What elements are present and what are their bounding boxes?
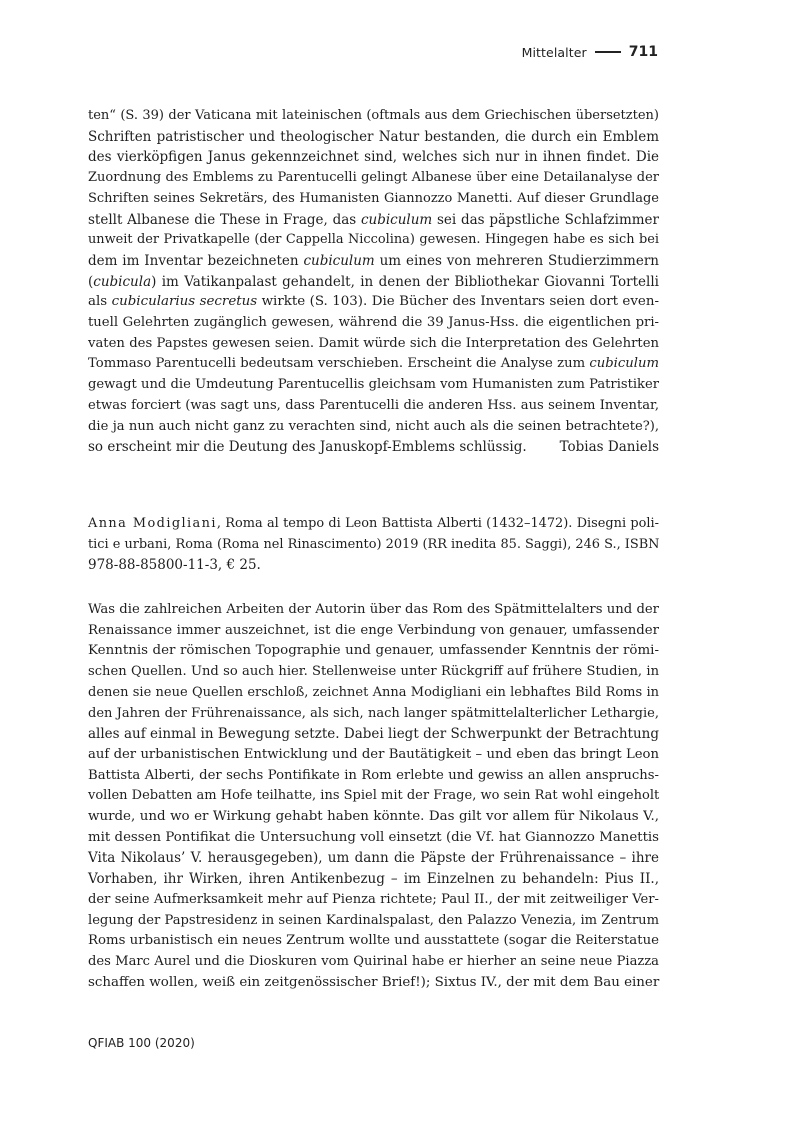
review-body [88, 600, 659, 993]
text-line: etwas forciert (was sagt uns, dass Parentucelli die anderen Hss. aus seinem Inventar, [88, 397, 659, 413]
section-title: Mittelalter [521, 44, 587, 60]
text-line: 978-88-85800-11-3, € 25. [88, 557, 261, 574]
text-line: des Marc Aurel und die Dioskuren vom Quirinal habe er hierher an seine neue Piazza [88, 953, 659, 969]
text-line: vollen Debatten am Hofe teilhatte, ins Spiel mit der Frage, wo sein Rat wohl eingeholt [88, 788, 660, 804]
text-line: schaffen wollen, weiß ein zeitgenössischer Brief!); Sixtus IV., der mit dem Bau einer [88, 974, 660, 990]
reviewer-signature: Tobias Daniels [559, 439, 659, 456]
book-author: Anna Modigliani [88, 516, 217, 531]
text-line: gewagt und die Umdeutung Parentucellis gleichsam vom Humanisten zum Patristiker [88, 377, 659, 393]
journal-footer: QFIAB 100 (2020) [88, 1036, 195, 1050]
text-line: stellt Albanese die These in Frage, das cubiculum sei das päpstliche Schlafzimmer [88, 211, 659, 228]
text-line: dem im Inventar bezeichneten cubiculum um eines von mehreren Studierzimmern [88, 252, 659, 269]
text-line: des vierköpfigen Janus gekennzeichnet sind, welches sich nur in ihnen findet. Die [88, 149, 659, 166]
text-line: Schriften patristischer und theologischer Natur bestanden, die durch ein Emblem [88, 128, 659, 145]
text-line: Roms urbanistisch ein neues Zentrum wollte und ausstattete (sogar die Reiterstatue [88, 933, 660, 949]
closing-line [88, 437, 659, 458]
text-line: schen Quellen. Und so auch hier. Stellenweise unter Rückgriff auf frühere Studien, in [88, 664, 659, 680]
text-line: auf der urbanistischen Entwicklung und der Bautätigkeit – und eben das bringt Leon [88, 746, 659, 762]
text-line: legung der Papstresidenz in seinen Kardinalspalast, den Palazzo Venezia, im Zentrum [88, 912, 659, 928]
text-line: Kenntnis der römischen Topographie und genauer, umfassender Kenntnis der römi- [88, 643, 659, 659]
text-line: Vorhaben, ihr Wirken, ihren Antikenbezug – im Einzelnen zu behandeln: Pius II., [88, 871, 659, 888]
text-line: alles auf einmal in Bewegung setzte. Dabei liegt der Schwerpunkt der Betrachtung [88, 726, 659, 743]
text-line: Was die zahlreichen Arbeiten der Autorin über das Rom des Spätmittelalters und der [88, 602, 659, 617]
italic-term: cubicula [93, 273, 152, 290]
text-line: denen sie neue Quellen erschloß, zeichnet Anna Modigliani ein lebhaftes Bild Roms in [88, 684, 659, 700]
text-line: Schriften seines Sekretärs, des Humanisten Giannozzo Manetti. Auf dieser Grundlage [88, 190, 659, 206]
text-line: tici e urbani, Roma (Roma nel Rinascimento) 2019 (RR inedita 85. Saggi), 246 S., ISBN [88, 536, 660, 552]
review-bibliographic-header [88, 514, 659, 576]
text-line: als cubicularius secretus wirkte (S. 103). Die Bücher des Inventars seien dort even- [88, 294, 659, 310]
text-line: Anna Modigliani, Roma al tempo di Leon Battista Alberti (1432–1472). Disegni poli- [88, 516, 659, 531]
text-line: Vita Nikolaus’ V. herausgegeben), um dann die Päpste der Frührenaissance – ihre [88, 850, 659, 867]
text-line: vaten des Papstes gewesen seien. Damit würde sich die Interpretation des Gelehrten [88, 335, 659, 351]
text-line: ten“ (S. 39) der Vaticana mit lateinischen (oftmals aus dem Griechischen übersetzten) [88, 108, 659, 123]
italic-term: cubiculum [303, 252, 375, 269]
text-line: so erscheint mir die Deutung des Januskopf-Emblems schlüssig. [88, 439, 527, 456]
text-line: wurde, und wo er Wirkung gehabt haben könnte. Das gilt vor allem für Nikolaus V., [88, 809, 659, 825]
italic-term: cubicularius secretus [111, 294, 258, 310]
text-line: tuell Gelehrten zugänglich gewesen, während die 39 Janus-Hss. die eigentlichen pri- [88, 315, 659, 331]
text-line: (cubicula) im Vatikanpalast gehandelt, in denen der Bibliothekar Giovanni Tortelli [88, 273, 659, 290]
header-rule [595, 51, 621, 53]
review-continuation [88, 106, 659, 458]
text-line: der seine Aufmerksamkeit mehr auf Pienza richtete; Paul II., der mit zeitweiliger Ver- [88, 891, 659, 907]
italic-term: cubiculum [360, 211, 433, 228]
running-head [522, 44, 658, 60]
text-line: Renaissance immer auszeichnet, ist die enge Verbindung von genauer, umfassender [88, 622, 659, 638]
text-line: unweit der Privatkapelle (der Cappella Niccolina) gewesen. Hingegen habe es sich bei [88, 232, 659, 248]
text-line: Tommaso Parentucelli bedeutsam verschieben. Erscheint die Analyse zum cubiculum [88, 356, 659, 372]
text-line: den Jahren der Frührenaissance, als sich, nach langer spätmittelalterlicher Lethargie, [88, 705, 659, 721]
text-line: die ja nun auch nicht ganz zu verachten sind, nicht auch als die seinen betrachtete?), [88, 418, 659, 434]
text-line: mit dessen Pontifikat die Untersuchung voll einsetzt (die Vf. hat Giannozzo Manettis [88, 829, 659, 845]
text-line: Battista Alberti, der sechs Pontifikate in Rom erlebte und gewiss an allen anspruchs- [88, 767, 659, 783]
page-number: 711 [628, 44, 658, 60]
text-line: Zuordnung des Emblems zu Parentucelli gelingt Albanese über eine Detailanalyse der [88, 170, 659, 186]
italic-term: cubiculum [589, 356, 659, 372]
